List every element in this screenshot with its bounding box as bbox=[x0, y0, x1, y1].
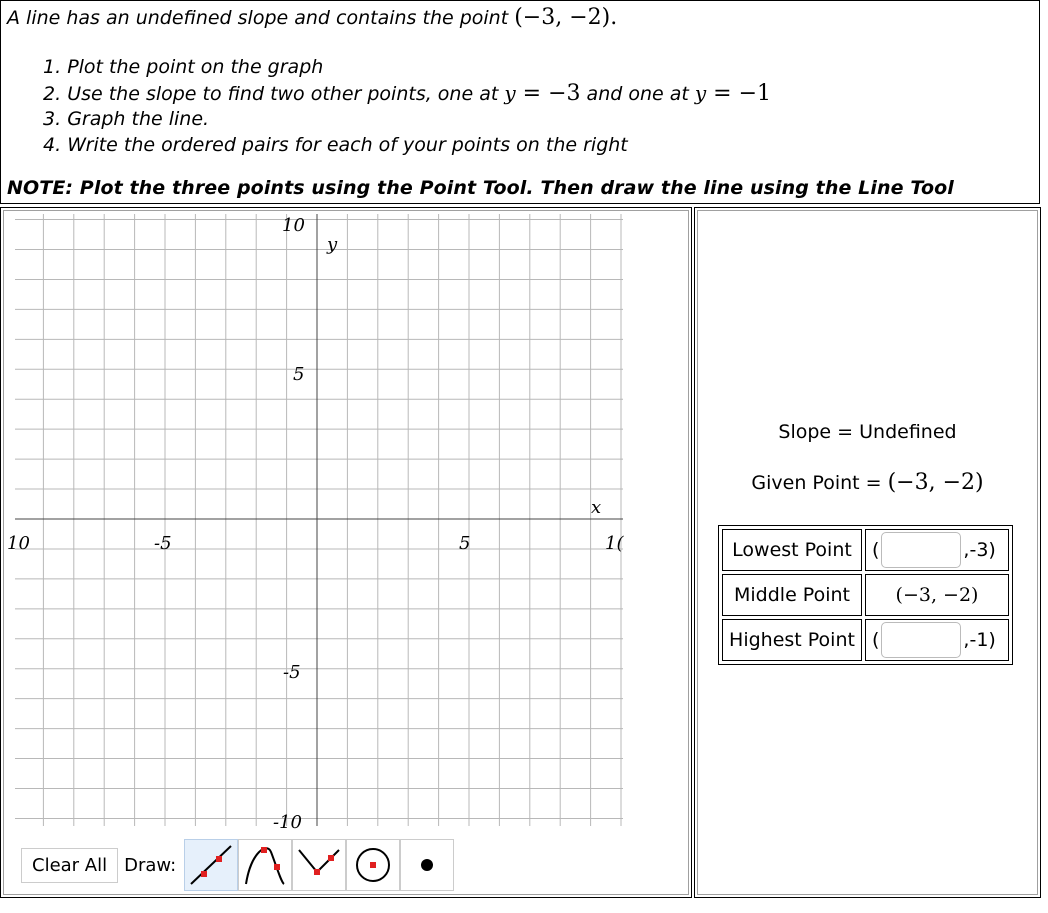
note-text: NOTE: Plot the three points using the Point Tool. Then draw the line using the Line Tool bbox=[7, 177, 954, 199]
math-var: y bbox=[694, 80, 707, 105]
lowest-point-x-input[interactable] bbox=[881, 532, 961, 568]
step-1 bbox=[43, 55, 771, 81]
absolute-value-tool-button[interactable] bbox=[292, 839, 346, 891]
tick-label: 5 bbox=[459, 533, 471, 554]
step-text: Plot the point on the graph bbox=[67, 56, 324, 78]
parabola-tool-icon bbox=[241, 842, 289, 888]
given-point-label: Given Point = bbox=[751, 472, 888, 494]
parabola-tool-button[interactable] bbox=[238, 839, 292, 891]
paren-open: ( bbox=[872, 629, 880, 651]
point-tool-button[interactable] bbox=[400, 839, 454, 891]
step-num: 4. bbox=[43, 133, 62, 156]
question-box bbox=[0, 0, 1040, 204]
tick-label: 10 bbox=[7, 533, 30, 554]
step-num: 2. bbox=[43, 82, 62, 105]
row-label: Lowest Point bbox=[722, 529, 862, 571]
tick-label: -10 bbox=[273, 812, 302, 833]
row-label: Highest Point bbox=[722, 619, 862, 661]
step-text: Use the slope to find two other points, one at bbox=[67, 82, 505, 105]
draw-toolbar bbox=[21, 840, 454, 890]
row-label: Middle Point bbox=[722, 574, 862, 616]
graph-panel bbox=[0, 207, 692, 898]
coord-suffix: ,-1) bbox=[963, 629, 996, 651]
step-num: 3. bbox=[43, 108, 62, 130]
coord-suffix: ,-3) bbox=[963, 539, 996, 561]
absolute-value-tool-icon bbox=[295, 842, 343, 888]
tick-label: -5 bbox=[283, 662, 301, 683]
tick-label: -5 bbox=[154, 533, 172, 554]
line-tool-button[interactable] bbox=[184, 839, 238, 891]
math-eq: = −1 bbox=[706, 80, 772, 106]
given-point-line bbox=[695, 470, 1040, 495]
tick-label: 1( bbox=[605, 533, 624, 554]
clear-all-button[interactable]: Clear All bbox=[21, 848, 118, 883]
graph-canvas[interactable] bbox=[1, 208, 693, 899]
table-row bbox=[722, 574, 1009, 616]
highest-point-x-input[interactable] bbox=[881, 622, 961, 658]
step-text: Graph the line. bbox=[67, 108, 210, 130]
coord-cell bbox=[865, 529, 1009, 571]
given-point-math: (−3, −2). bbox=[514, 5, 618, 30]
given-point-value: (−3, −2) bbox=[887, 470, 984, 495]
table-row bbox=[722, 619, 1009, 661]
slope-label: Slope = Undefined bbox=[778, 421, 957, 443]
paren-open: ( bbox=[872, 539, 880, 561]
table-row bbox=[722, 529, 1009, 571]
step-text: and one at bbox=[580, 82, 695, 105]
question-intro bbox=[7, 5, 617, 30]
instruction-steps bbox=[43, 55, 771, 158]
tick-label: 5 bbox=[293, 364, 305, 385]
circle-tool-icon bbox=[349, 842, 397, 888]
axes bbox=[15, 214, 623, 826]
answer-panel bbox=[694, 207, 1041, 898]
x-axis-label: x bbox=[591, 497, 602, 518]
math-eq: = −3 bbox=[515, 80, 581, 106]
draw-label: Draw: bbox=[124, 854, 177, 876]
question-intro-text: A line has an undefined slope and contains the point bbox=[7, 7, 515, 29]
point-tool-icon bbox=[403, 842, 451, 888]
coord-cell bbox=[865, 619, 1009, 661]
step-4 bbox=[43, 133, 771, 159]
step-2 bbox=[43, 81, 771, 108]
step-num: 1. bbox=[43, 56, 62, 78]
step-3 bbox=[43, 107, 771, 133]
points-table bbox=[718, 525, 1013, 665]
circle-tool-button[interactable] bbox=[346, 839, 400, 891]
middle-point-value: (−3, −2) bbox=[865, 574, 1009, 616]
math-var: y bbox=[504, 80, 516, 105]
grid bbox=[15, 214, 623, 826]
step-text: Write the ordered pairs for each of your points on the right bbox=[67, 133, 628, 156]
line-tool-icon bbox=[187, 842, 235, 888]
y-axis-label: y bbox=[327, 234, 338, 255]
tick-label: 10 bbox=[282, 215, 305, 236]
